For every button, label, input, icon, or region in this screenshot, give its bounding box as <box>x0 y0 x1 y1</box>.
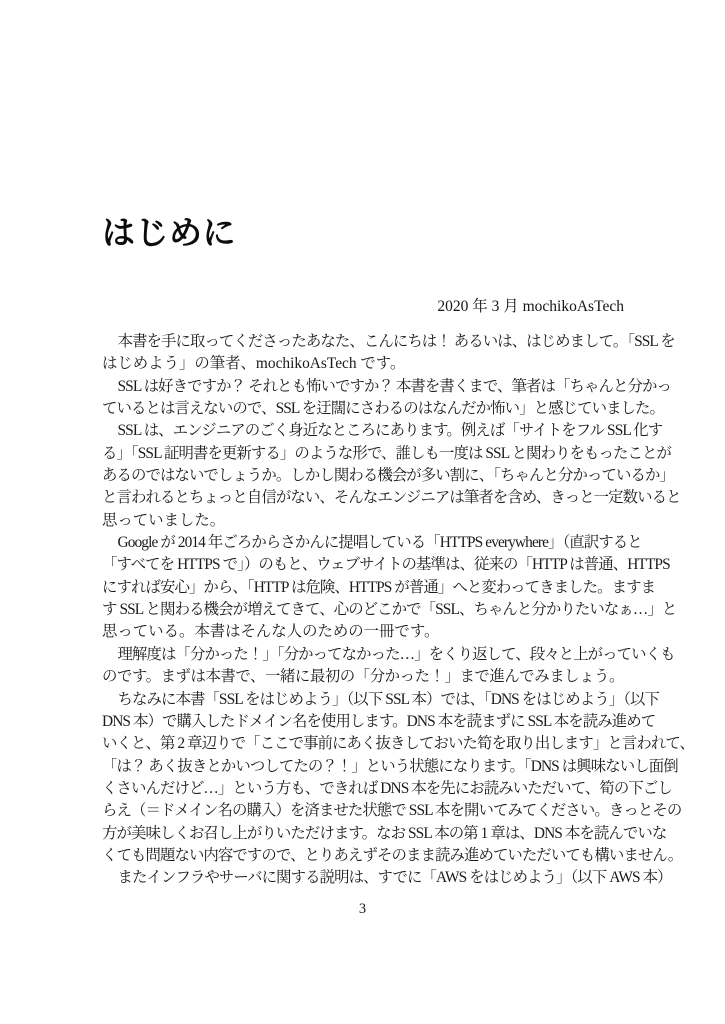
paragraph <box>102 532 677 644</box>
text-line: 方が美味しくお召し上がりいただけます。なお SSL 本の第 1 章は、DNS 本を読んでいな <box>102 824 667 842</box>
text-line: SSL は、エンジニアのごく身近なところにあります。例えば「サイトをフル SSL 化す <box>117 422 663 440</box>
text-line: くても問題ない内容ですので、とりあえずそのまま読み進めていただいても構いません。 <box>102 846 683 864</box>
paragraph <box>102 331 675 376</box>
page-number: 3 <box>358 901 367 917</box>
text-line: DNS 本）で購入したドメイン名を使用します。DNS 本を読まずに SSL 本を読み進めて <box>102 712 656 730</box>
text-line: あるのではないでしょうか。しかし関わる機会が多い割に、「ちゃんと分かっているか」 <box>102 467 674 485</box>
text-line: す SSL と関わる機会が増えてきて、心のどこかで「SSL、ちゃんと分かりたいなぁ…」と <box>102 601 677 619</box>
text-line: Google が 2014 年ごろからさかんに提唱している「HTTPS everywhere」（直訳すると <box>117 534 642 552</box>
text-line: 「は？ あく抜きとかいつしてたの？！」という状態になります。「DNS は興味ないし面倒 <box>102 757 678 775</box>
text-line: くさいんだけど…」という方も、できれば DNS 本を先にお読みいただいて、筍の下ごし <box>102 779 672 797</box>
paragraph <box>102 376 671 421</box>
text-line: またインフラやサーバに関する説明は、すでに「AWS をはじめよう」（以下 AWS 本） <box>117 869 672 887</box>
text-line: 「すべてを HTTPS で」）のもと、ウェブサイトの基準は、従来の「HTTP は普通、HTTPS <box>102 556 670 574</box>
text-line: 理解度は「分かった！」「分かってなかった…」をくり返して、段々と上がっていくも <box>117 645 675 663</box>
text-line: いくと、第 2 章辺りで「ここで事前にあく抜きしておいた筍を取り出します」と言われて、 <box>102 735 695 753</box>
text-line: 思っていました。 <box>102 511 226 529</box>
paragraph <box>102 420 681 532</box>
text-line: らえ（＝ドメイン名の購入）を済ませた状態で SSL 本を開いてみてください。きっとその <box>102 802 682 820</box>
text-line: ちなみに本書「SSL をはじめよう」（以下 SSL 本）では、「DNS をはじめよう」（以下 <box>117 690 659 708</box>
body-text <box>102 331 695 890</box>
paragraph <box>102 867 672 889</box>
text-line: SSL は好きですか？ それとも怖いですか？ 本書を書くまで、筆者は「ちゃんと分かっ <box>117 377 671 395</box>
byline: 2020 年 3 月 mochikoAsTech <box>437 298 624 315</box>
paragraph <box>102 644 675 689</box>
text-line: ているとは言えないので、SSL を迂闊にさわるのはなんだか怖い」と感じていました。 <box>102 400 665 418</box>
text-line: のです。まずは本書で、一緒に最初の「分かった！」まで進んでみましょう。 <box>102 668 624 686</box>
paragraph <box>102 689 695 868</box>
text-line: にすれば安心」から、「HTTP は危険、HTTPS が普通」へと変わってきました。ますま <box>102 578 656 596</box>
text-line: る」「SSL 証明書を更新する」のような形で、誰しも一度は SSL と関わりをもったことが <box>102 444 671 462</box>
text-line: 本書を手に取ってくださったあなた、こんにちは！ あるいは、はじめまして。「SSL を <box>117 333 675 350</box>
text-line: と言われるとちょっと自信がない、そんなエンジニアは筆者を含め、きっと一定数いると <box>102 489 681 507</box>
page-title: はじめに <box>102 213 236 253</box>
text-line: はじめよう」の筆者、mochikoAsTech です。 <box>102 355 406 373</box>
text-line: 思っている。本書はそんな人のための一冊です。 <box>102 623 440 641</box>
